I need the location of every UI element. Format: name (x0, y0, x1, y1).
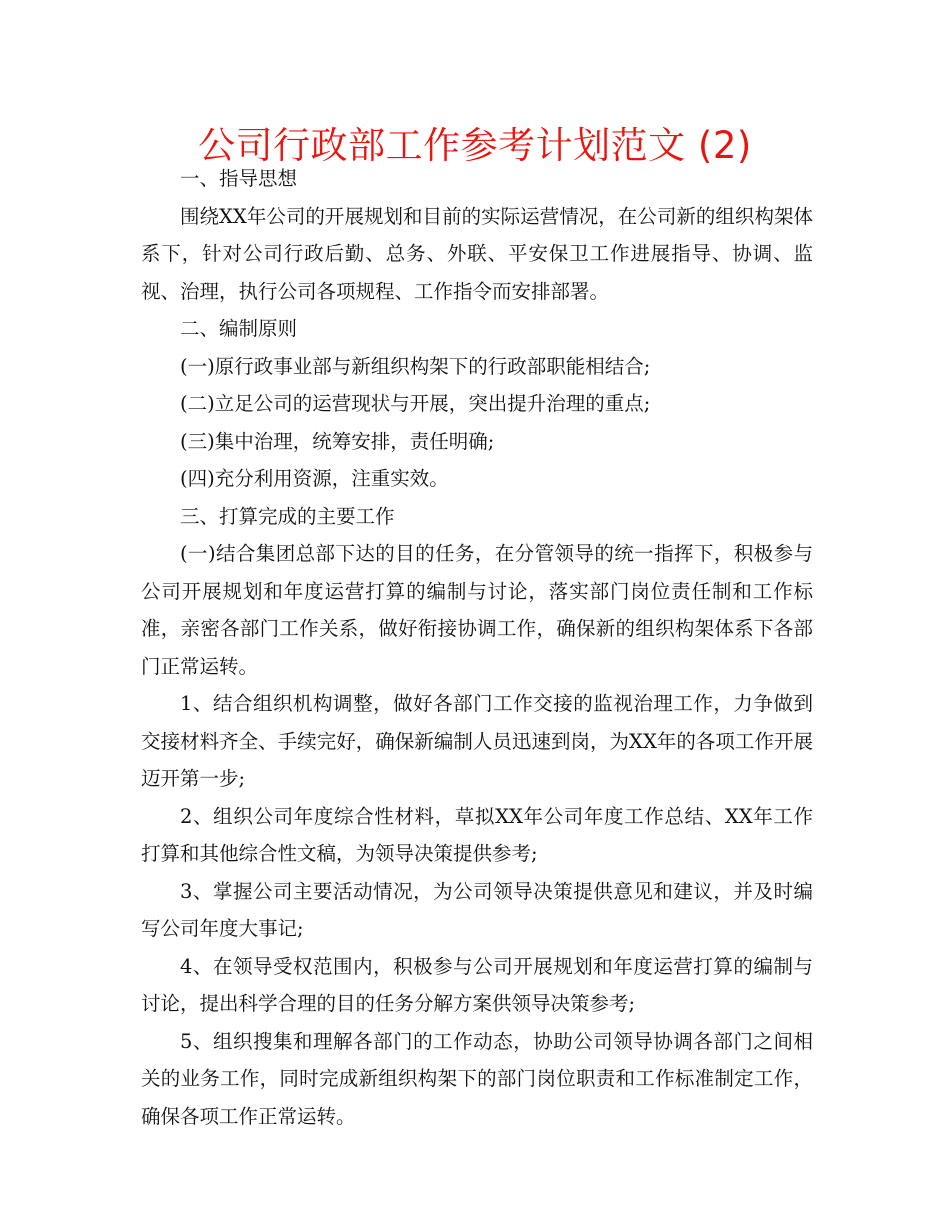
document-body (141, 160, 813, 1135)
list-item: 3、掌握公司主要活动情况，为公司领导决策提供意见和建议，并及时编写公司年度大事记; (141, 879, 813, 940)
list-item: (四)充分利用资源，注重实效。 (180, 467, 449, 490)
section-heading-principles: 二、编制原则 (180, 317, 298, 340)
section-heading-main-work: 三、打算完成的主要工作 (180, 504, 395, 528)
list-item: (二)立足公司的运营现状与开展，突出提升治理的重点; (180, 392, 651, 415)
document-title: 公司行政部工作参考计划范文 (2) (198, 124, 752, 167)
paragraph: 围绕XX年公司的开展规划和目前的实际运营情况，在公司新的组织构架体系下，针对公司行政后勤、总务、外联、平安保卫工作进展指导、协调、监视、治理，执行公司各项规程、工作指令而安排部署。 (141, 204, 813, 303)
list-item: (一)原行政事业部与新组织构架下的行政部职能相结合; (180, 354, 651, 378)
list-item: 1、结合组织机构调整，做好各部门工作交接的监视治理工作，力争做到交接材料齐全、手续完好，确保新编制人员迅速到岗，为XX年的各项工作开展迈开第一步; (141, 692, 813, 790)
section-heading-guiding-ideology: 一、指导思想 (180, 167, 298, 190)
paragraph: (一)结合集团总部下达的目的任务，在分管领导的统一指挥下，积极参与公司开展规划和年度运营打算的编制与讨论，落实部门岗位责任制和工作标准，亲密各部门工作关系，做好衔接协调工作，确保新的组织构架体系下各部门正常运转。 (141, 542, 813, 678)
list-item: 2、组织公司年度综合性材料，草拟XX年公司年度工作总结、XX年工作打算和其他综合性文稿，为领导决策提供参考; (141, 804, 813, 865)
list-item: (三)集中治理，统筹安排，责任明确; (180, 429, 495, 453)
list-item: 4、在领导受权范围内，积极参与公司开展规划和年度运营打算的编制与讨论，提出科学合理的目的任务分解方案供领导决策参考; (141, 954, 813, 1015)
list-item: 5、组织搜集和理解各部门的工作动态，协助公司领导协调各部门之间相关的业务工作，同时完成新组织构架下的部门岗位职责和工作标准制定工作，确保各项工作正常运转。 (141, 1029, 813, 1128)
